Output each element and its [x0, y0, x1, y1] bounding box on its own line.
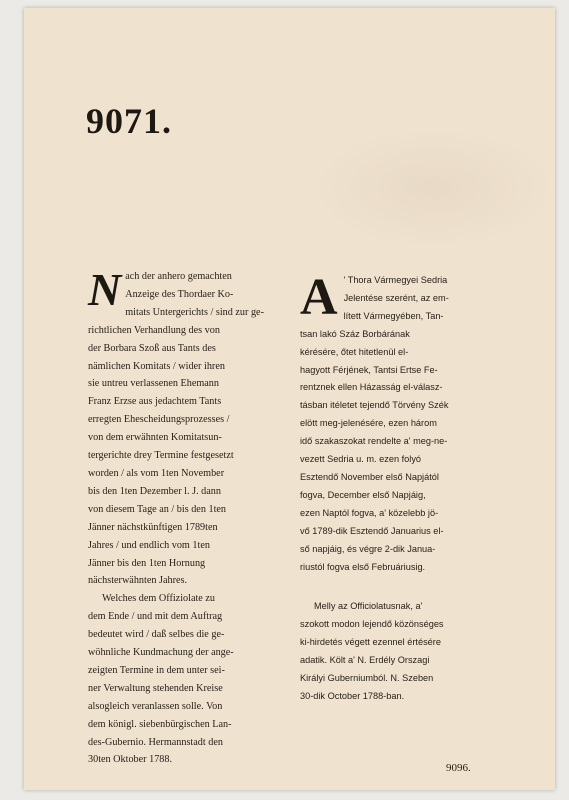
text-line: dem königl. siebenbürgischen Lan-	[88, 718, 232, 730]
text-line: Jahres / und endlich vom 1ten	[88, 539, 210, 551]
text-line: ner Verwaltung stehenden Kreise	[88, 682, 223, 694]
text-line: 30-dik October 1788-ban.	[300, 690, 405, 701]
text-line: Anzeige des Thordaer Ko-	[125, 288, 234, 300]
text-line: erregten Ehescheidungsprozesses /	[88, 414, 230, 426]
text-line: worden / als vom 1ten November	[88, 467, 225, 479]
text-line: tsan lakó Száz Borbárának	[300, 328, 410, 339]
text-line: Franz Erzse aus jedachtem Tants	[88, 396, 222, 408]
text-line: ezen Naptól fogva, a' közelebb jö-	[300, 507, 439, 518]
text-line: elött meg-jelenésére, ezen három	[300, 418, 437, 429]
text-line: zeigten Termine in dem unter sei-	[88, 664, 225, 676]
text-line: ső napjáig, és végre 2-dik Janua-	[300, 543, 436, 554]
text-line: Jänner nächstkünftigen 1789ten	[88, 521, 218, 533]
text-line: tásban itéletet tejendő Törvény Szék	[300, 400, 449, 411]
hungarian-column	[300, 269, 490, 706]
text-line: idő szakaszokat rendelte a' meg-ne-	[300, 436, 448, 447]
text-line: nämlichen Komitats / wider ihren	[88, 360, 225, 372]
text-line: fogva, December első Napjáig,	[300, 489, 426, 500]
document-number-bottom: 9096.	[446, 762, 471, 774]
paragraph-gap	[300, 576, 490, 598]
text-line: Esztendő November első Napjától	[300, 471, 439, 482]
text-line: Jelentése szerént, az em-	[343, 292, 449, 303]
text-line: hagyott Férjének, Tantsi Ertse Fe-	[300, 364, 438, 375]
text-line: dem Ende / und mit dem Auftrag	[88, 611, 223, 623]
text-line: wöhnliche Kundmachung der ange-	[88, 647, 234, 659]
text-line: vezett Sedria u. m. ezen folyó	[300, 454, 422, 465]
text-line: der Borbara Szoß aus Tants des	[88, 342, 216, 354]
text-line: von dem erwähnten Komitatsun-	[88, 432, 222, 444]
text-line: sie untreu verlassenen Ehemann	[88, 378, 219, 390]
initial-letter: N	[88, 264, 122, 315]
text-line: mitats Untergerichts / sind zur ge-	[125, 306, 264, 318]
text-line: richtlichen Verhandlung des von	[88, 324, 220, 336]
text-line: ki-hirdetés végett ezennel értésére	[300, 637, 441, 648]
text-line: Melly az Officiolatusnak, a'	[314, 601, 423, 612]
text-line: vő 1789-dik Esztendő Januarius el-	[300, 525, 444, 536]
text-line: bedeutet wird / daß selbes die ge-	[88, 629, 225, 641]
text-line: alsogleich veranlassen solle. Von	[88, 700, 223, 712]
text-line: lített Vármegyében, Tan-	[343, 310, 444, 321]
text-line: ach der anhero gemachten	[125, 271, 232, 282]
text-line: nächsterwähnten Jahres.	[88, 575, 188, 587]
text-line: kérésére, őtet hitetlenül el-	[300, 346, 409, 357]
text-line: des-Gubernio. Hermannstadt den	[88, 736, 223, 748]
text-line: Welches dem Offiziolate zu	[102, 593, 215, 605]
text-line: ' Thora Vármegyei Sedria	[343, 275, 448, 285]
text-line: rentznek ellen Házasság el-válasz-	[300, 382, 443, 393]
date-line: 30ten Oktober 1788.	[88, 754, 173, 766]
text-line: tergerichte drey Termine festgesetzt	[88, 450, 234, 462]
text-line: szokott modon lejendő közönséges	[300, 619, 444, 630]
text-line: adatik. Költ a' N. Erdély Orszagi	[300, 655, 430, 666]
text-line: Jänner bis den 1ten Hornung	[88, 557, 206, 569]
text-line: riustól fogva első Februáriusig.	[300, 561, 426, 572]
initial-letter: A	[300, 269, 338, 326]
german-column	[88, 264, 285, 769]
document-number: 9071.	[86, 101, 172, 141]
text-line: bis den 1ten Dezember l. J. dann	[88, 485, 221, 497]
text-line: Királyi Guberniumból. N. Szeben	[300, 673, 434, 684]
text-line: von diesem Tage an / bis den 1ten	[88, 503, 227, 515]
ink-bleed	[314, 128, 554, 248]
